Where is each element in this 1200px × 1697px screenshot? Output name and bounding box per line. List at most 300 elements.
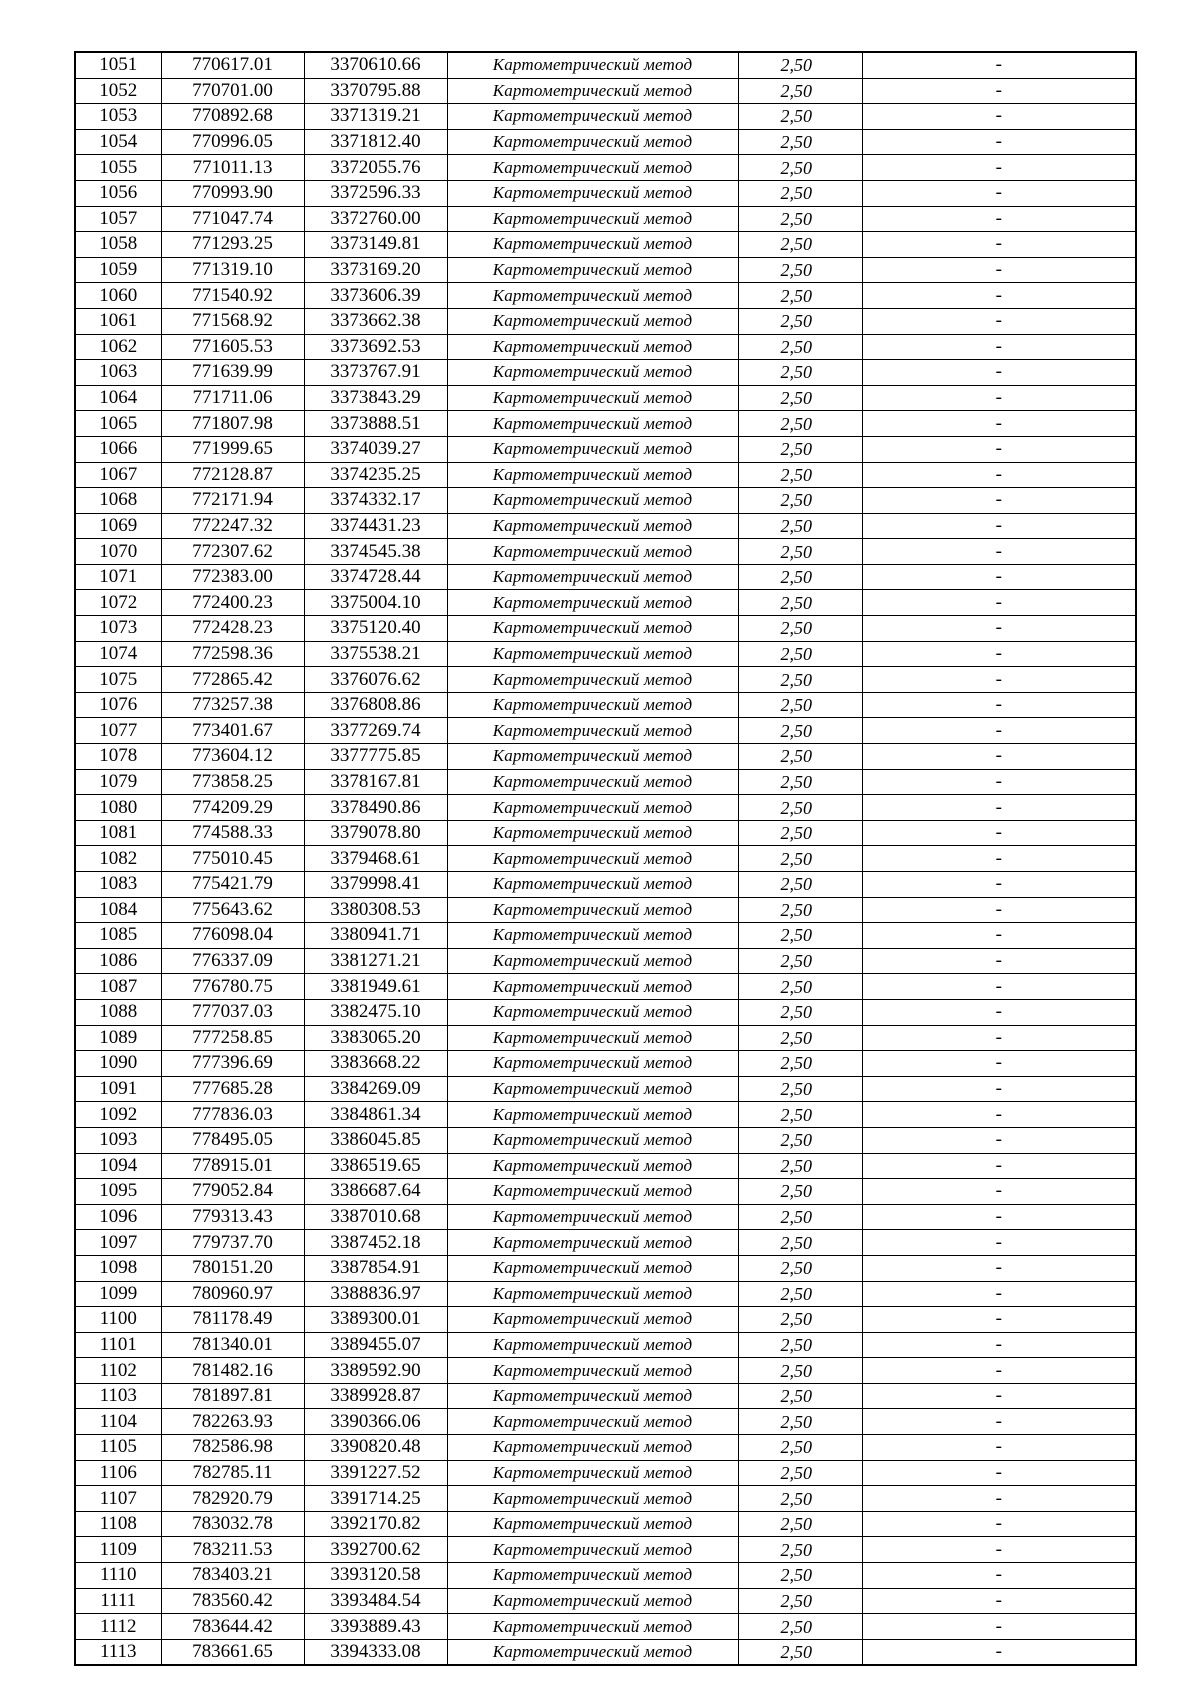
error-cell: 2,50 <box>738 1179 862 1205</box>
x-coordinate-cell: 778495.05 <box>161 1127 304 1153</box>
x-coordinate-cell: 770617.01 <box>161 52 304 78</box>
y-coordinate-cell: 3373149.81 <box>304 232 447 258</box>
point-number-cell: 1104 <box>75 1409 161 1435</box>
x-coordinate-cell: 774209.29 <box>161 795 304 821</box>
description-cell: - <box>862 846 1136 872</box>
description-cell: - <box>862 78 1136 104</box>
y-coordinate-cell: 3384861.34 <box>304 1102 447 1128</box>
x-coordinate-cell: 772171.94 <box>161 488 304 514</box>
table-row <box>75 462 1136 488</box>
point-number-cell: 1079 <box>75 769 161 795</box>
table-row <box>75 769 1136 795</box>
table-row <box>75 1255 1136 1281</box>
y-coordinate-cell: 3378490.86 <box>304 795 447 821</box>
point-number-cell: 1051 <box>75 52 161 78</box>
y-coordinate-cell: 3372760.00 <box>304 206 447 232</box>
x-coordinate-cell: 773401.67 <box>161 718 304 744</box>
x-coordinate-cell: 772428.23 <box>161 616 304 642</box>
x-coordinate-cell: 781897.81 <box>161 1383 304 1409</box>
error-cell: 2,50 <box>738 948 862 974</box>
table-row <box>75 846 1136 872</box>
method-cell: Картометрический метод <box>447 1537 738 1563</box>
y-coordinate-cell: 3376076.62 <box>304 667 447 693</box>
y-coordinate-cell: 3374431.23 <box>304 513 447 539</box>
point-number-cell: 1084 <box>75 897 161 923</box>
description-cell: - <box>862 616 1136 642</box>
error-cell: 2,50 <box>738 692 862 718</box>
description-cell: - <box>862 1332 1136 1358</box>
description-cell: - <box>862 411 1136 437</box>
description-cell: - <box>862 1563 1136 1589</box>
table-row <box>75 872 1136 898</box>
error-cell: 2,50 <box>738 1511 862 1537</box>
method-cell: Картометрический метод <box>447 52 738 78</box>
method-cell: Картометрический метод <box>447 1307 738 1333</box>
x-coordinate-cell: 775643.62 <box>161 897 304 923</box>
y-coordinate-cell: 3394333.08 <box>304 1639 447 1665</box>
description-cell: - <box>862 180 1136 206</box>
x-coordinate-cell: 771711.06 <box>161 385 304 411</box>
y-coordinate-cell: 3383065.20 <box>304 1025 447 1051</box>
point-number-cell: 1090 <box>75 1051 161 1077</box>
method-cell: Картометрический метод <box>447 1332 738 1358</box>
description-cell: - <box>862 155 1136 181</box>
method-cell: Картометрический метод <box>447 1486 738 1512</box>
error-cell: 2,50 <box>738 1409 862 1435</box>
description-cell: - <box>862 1281 1136 1307</box>
table-row <box>75 820 1136 846</box>
point-number-cell: 1065 <box>75 411 161 437</box>
description-cell: - <box>862 718 1136 744</box>
point-number-cell: 1083 <box>75 872 161 898</box>
table-row <box>75 513 1136 539</box>
description-cell: - <box>862 667 1136 693</box>
x-coordinate-cell: 771540.92 <box>161 283 304 309</box>
point-number-cell: 1100 <box>75 1307 161 1333</box>
error-cell: 2,50 <box>738 436 862 462</box>
point-number-cell: 1108 <box>75 1511 161 1537</box>
x-coordinate-cell: 781340.01 <box>161 1332 304 1358</box>
method-cell: Картометрический метод <box>447 1076 738 1102</box>
error-cell: 2,50 <box>738 1460 862 1486</box>
method-cell: Картометрический метод <box>447 462 738 488</box>
y-coordinate-cell: 3380941.71 <box>304 923 447 949</box>
point-number-cell: 1066 <box>75 436 161 462</box>
point-number-cell: 1097 <box>75 1230 161 1256</box>
x-coordinate-cell: 781482.16 <box>161 1358 304 1384</box>
y-coordinate-cell: 3374039.27 <box>304 436 447 462</box>
point-number-cell: 1105 <box>75 1435 161 1461</box>
method-cell: Картометрический метод <box>447 1358 738 1384</box>
method-cell: Картометрический метод <box>447 1639 738 1665</box>
method-cell: Картометрический метод <box>447 1230 738 1256</box>
error-cell: 2,50 <box>738 1563 862 1589</box>
error-cell: 2,50 <box>738 1486 862 1512</box>
description-cell: - <box>862 1127 1136 1153</box>
point-number-cell: 1058 <box>75 232 161 258</box>
error-cell: 2,50 <box>738 897 862 923</box>
method-cell: Картометрический метод <box>447 1153 738 1179</box>
y-coordinate-cell: 3373662.38 <box>304 308 447 334</box>
description-cell: - <box>862 462 1136 488</box>
point-number-cell: 1069 <box>75 513 161 539</box>
method-cell: Картометрический метод <box>447 1179 738 1205</box>
x-coordinate-cell: 783211.53 <box>161 1537 304 1563</box>
point-number-cell: 1054 <box>75 129 161 155</box>
table-row <box>75 1486 1136 1512</box>
method-cell: Картометрический метод <box>447 155 738 181</box>
method-cell: Картометрический метод <box>447 1051 738 1077</box>
method-cell: Картометрический метод <box>447 564 738 590</box>
x-coordinate-cell: 779737.70 <box>161 1230 304 1256</box>
description-cell: - <box>862 513 1136 539</box>
table-row <box>75 718 1136 744</box>
x-coordinate-cell: 771319.10 <box>161 257 304 283</box>
method-cell: Картометрический метод <box>447 1383 738 1409</box>
table-row <box>75 948 1136 974</box>
x-coordinate-cell: 777685.28 <box>161 1076 304 1102</box>
x-coordinate-cell: 772383.00 <box>161 564 304 590</box>
y-coordinate-cell: 3374235.25 <box>304 462 447 488</box>
y-coordinate-cell: 3391714.25 <box>304 1486 447 1512</box>
method-cell: Картометрический метод <box>447 1281 738 1307</box>
point-number-cell: 1112 <box>75 1614 161 1640</box>
point-number-cell: 1091 <box>75 1076 161 1102</box>
method-cell: Картометрический метод <box>447 923 738 949</box>
y-coordinate-cell: 3373169.20 <box>304 257 447 283</box>
y-coordinate-cell: 3387854.91 <box>304 1255 447 1281</box>
method-cell: Картометрический метод <box>447 334 738 360</box>
y-coordinate-cell: 3381271.21 <box>304 948 447 974</box>
table-row <box>75 1076 1136 1102</box>
point-number-cell: 1098 <box>75 1255 161 1281</box>
description-cell: - <box>862 897 1136 923</box>
y-coordinate-cell: 3371319.21 <box>304 104 447 130</box>
y-coordinate-cell: 3381949.61 <box>304 974 447 1000</box>
y-coordinate-cell: 3377269.74 <box>304 718 447 744</box>
description-cell: - <box>862 948 1136 974</box>
y-coordinate-cell: 3392700.62 <box>304 1537 447 1563</box>
error-cell: 2,50 <box>738 795 862 821</box>
x-coordinate-cell: 773858.25 <box>161 769 304 795</box>
method-cell: Картометрический метод <box>447 1409 738 1435</box>
table-row <box>75 692 1136 718</box>
point-number-cell: 1068 <box>75 488 161 514</box>
description-cell: - <box>862 769 1136 795</box>
method-cell: Картометрический метод <box>447 1204 738 1230</box>
error-cell: 2,50 <box>738 1435 862 1461</box>
method-cell: Картометрический метод <box>447 1460 738 1486</box>
x-coordinate-cell: 779313.43 <box>161 1204 304 1230</box>
point-number-cell: 1072 <box>75 590 161 616</box>
error-cell: 2,50 <box>738 1076 862 1102</box>
point-number-cell: 1103 <box>75 1383 161 1409</box>
error-cell: 2,50 <box>738 1614 862 1640</box>
x-coordinate-cell: 772247.32 <box>161 513 304 539</box>
error-cell: 2,50 <box>738 820 862 846</box>
point-number-cell: 1071 <box>75 564 161 590</box>
y-coordinate-cell: 3387452.18 <box>304 1230 447 1256</box>
x-coordinate-cell: 776337.09 <box>161 948 304 974</box>
method-cell: Картометрический метод <box>447 692 738 718</box>
table-row <box>75 1153 1136 1179</box>
point-number-cell: 1101 <box>75 1332 161 1358</box>
method-cell: Картометрический метод <box>447 180 738 206</box>
error-cell: 2,50 <box>738 1588 862 1614</box>
x-coordinate-cell: 771639.99 <box>161 360 304 386</box>
x-coordinate-cell: 773257.38 <box>161 692 304 718</box>
error-cell: 2,50 <box>738 78 862 104</box>
error-cell: 2,50 <box>738 308 862 334</box>
description-cell: - <box>862 1537 1136 1563</box>
error-cell: 2,50 <box>738 129 862 155</box>
method-cell: Картометрический метод <box>447 718 738 744</box>
y-coordinate-cell: 3377775.85 <box>304 744 447 770</box>
method-cell: Картометрический метод <box>447 513 738 539</box>
y-coordinate-cell: 3383668.22 <box>304 1051 447 1077</box>
table-row <box>75 1204 1136 1230</box>
method-cell: Картометрический метод <box>447 795 738 821</box>
error-cell: 2,50 <box>738 923 862 949</box>
x-coordinate-cell: 772598.36 <box>161 641 304 667</box>
description-cell: - <box>862 1255 1136 1281</box>
point-number-cell: 1074 <box>75 641 161 667</box>
x-coordinate-cell: 777836.03 <box>161 1102 304 1128</box>
point-number-cell: 1075 <box>75 667 161 693</box>
x-coordinate-cell: 771605.53 <box>161 334 304 360</box>
method-cell: Картометрический метод <box>447 129 738 155</box>
table-row <box>75 1435 1136 1461</box>
point-number-cell: 1062 <box>75 334 161 360</box>
table-row <box>75 641 1136 667</box>
method-cell: Картометрический метод <box>447 1127 738 1153</box>
x-coordinate-cell: 779052.84 <box>161 1179 304 1205</box>
x-coordinate-cell: 783560.42 <box>161 1588 304 1614</box>
x-coordinate-cell: 770996.05 <box>161 129 304 155</box>
table-row <box>75 411 1136 437</box>
x-coordinate-cell: 770892.68 <box>161 104 304 130</box>
error-cell: 2,50 <box>738 1383 862 1409</box>
error-cell: 2,50 <box>738 1153 862 1179</box>
y-coordinate-cell: 3386687.64 <box>304 1179 447 1205</box>
y-coordinate-cell: 3389455.07 <box>304 1332 447 1358</box>
point-number-cell: 1067 <box>75 462 161 488</box>
method-cell: Картометрический метод <box>447 999 738 1025</box>
table-row <box>75 206 1136 232</box>
y-coordinate-cell: 3375120.40 <box>304 616 447 642</box>
table-row <box>75 1051 1136 1077</box>
x-coordinate-cell: 771568.92 <box>161 308 304 334</box>
table-row <box>75 923 1136 949</box>
x-coordinate-cell: 771047.74 <box>161 206 304 232</box>
method-cell: Картометрический метод <box>447 1255 738 1281</box>
y-coordinate-cell: 3384269.09 <box>304 1076 447 1102</box>
point-number-cell: 1082 <box>75 846 161 872</box>
description-cell: - <box>862 283 1136 309</box>
y-coordinate-cell: 3382475.10 <box>304 999 447 1025</box>
description-cell: - <box>862 308 1136 334</box>
point-number-cell: 1102 <box>75 1358 161 1384</box>
y-coordinate-cell: 3389592.90 <box>304 1358 447 1384</box>
error-cell: 2,50 <box>738 104 862 130</box>
table-row <box>75 564 1136 590</box>
point-number-cell: 1077 <box>75 718 161 744</box>
point-number-cell: 1052 <box>75 78 161 104</box>
y-coordinate-cell: 3379998.41 <box>304 872 447 898</box>
error-cell: 2,50 <box>738 1127 862 1153</box>
description-cell: - <box>862 206 1136 232</box>
x-coordinate-cell: 783403.21 <box>161 1563 304 1589</box>
x-coordinate-cell: 780960.97 <box>161 1281 304 1307</box>
method-cell: Картометрический метод <box>447 1614 738 1640</box>
y-coordinate-cell: 3389300.01 <box>304 1307 447 1333</box>
point-number-cell: 1088 <box>75 999 161 1025</box>
x-coordinate-cell: 770701.00 <box>161 78 304 104</box>
y-coordinate-cell: 3393484.54 <box>304 1588 447 1614</box>
x-coordinate-cell: 772128.87 <box>161 462 304 488</box>
x-coordinate-cell: 772865.42 <box>161 667 304 693</box>
point-number-cell: 1089 <box>75 1025 161 1051</box>
x-coordinate-cell: 780151.20 <box>161 1255 304 1281</box>
description-cell: - <box>862 999 1136 1025</box>
table-row <box>75 257 1136 283</box>
description-cell: - <box>862 1307 1136 1333</box>
method-cell: Картометрический метод <box>447 1588 738 1614</box>
x-coordinate-cell: 782785.11 <box>161 1460 304 1486</box>
method-cell: Картометрический метод <box>447 974 738 1000</box>
point-number-cell: 1106 <box>75 1460 161 1486</box>
method-cell: Картометрический метод <box>447 411 738 437</box>
y-coordinate-cell: 3389928.87 <box>304 1383 447 1409</box>
y-coordinate-cell: 3375538.21 <box>304 641 447 667</box>
description-cell: - <box>862 1511 1136 1537</box>
x-coordinate-cell: 776098.04 <box>161 923 304 949</box>
description-cell: - <box>862 1179 1136 1205</box>
method-cell: Картометрический метод <box>447 308 738 334</box>
point-number-cell: 1107 <box>75 1486 161 1512</box>
table-row <box>75 1127 1136 1153</box>
error-cell: 2,50 <box>738 1051 862 1077</box>
description-cell: - <box>862 1025 1136 1051</box>
error-cell: 2,50 <box>738 1537 862 1563</box>
x-coordinate-cell: 778915.01 <box>161 1153 304 1179</box>
point-number-cell: 1113 <box>75 1639 161 1665</box>
x-coordinate-cell: 773604.12 <box>161 744 304 770</box>
y-coordinate-cell: 3374545.38 <box>304 539 447 565</box>
x-coordinate-cell: 772307.62 <box>161 539 304 565</box>
table-row <box>75 1563 1136 1589</box>
description-cell: - <box>862 692 1136 718</box>
table-row <box>75 1281 1136 1307</box>
table-row <box>75 1409 1136 1435</box>
error-cell: 2,50 <box>738 1358 862 1384</box>
description-cell: - <box>862 1051 1136 1077</box>
y-coordinate-cell: 3387010.68 <box>304 1204 447 1230</box>
error-cell: 2,50 <box>738 999 862 1025</box>
y-coordinate-cell: 3370795.88 <box>304 78 447 104</box>
x-coordinate-cell: 776780.75 <box>161 974 304 1000</box>
error-cell: 2,50 <box>738 641 862 667</box>
table-row <box>75 999 1136 1025</box>
error-cell: 2,50 <box>738 360 862 386</box>
point-number-cell: 1092 <box>75 1102 161 1128</box>
table-row <box>75 360 1136 386</box>
y-coordinate-cell: 3372055.76 <box>304 155 447 181</box>
description-cell: - <box>862 641 1136 667</box>
description-cell: - <box>862 1435 1136 1461</box>
point-number-cell: 1060 <box>75 283 161 309</box>
error-cell: 2,50 <box>738 564 862 590</box>
error-cell: 2,50 <box>738 1307 862 1333</box>
y-coordinate-cell: 3376808.86 <box>304 692 447 718</box>
point-number-cell: 1086 <box>75 948 161 974</box>
error-cell: 2,50 <box>738 513 862 539</box>
method-cell: Картометрический метод <box>447 872 738 898</box>
description-cell: - <box>862 872 1136 898</box>
table-row <box>75 308 1136 334</box>
method-cell: Картометрический метод <box>447 769 738 795</box>
y-coordinate-cell: 3374728.44 <box>304 564 447 590</box>
error-cell: 2,50 <box>738 846 862 872</box>
y-coordinate-cell: 3386045.85 <box>304 1127 447 1153</box>
description-cell: - <box>862 744 1136 770</box>
error-cell: 2,50 <box>738 1204 862 1230</box>
point-number-cell: 1087 <box>75 974 161 1000</box>
y-coordinate-cell: 3386519.65 <box>304 1153 447 1179</box>
description-cell: - <box>862 1409 1136 1435</box>
description-cell: - <box>862 1230 1136 1256</box>
description-cell: - <box>862 385 1136 411</box>
table-row <box>75 104 1136 130</box>
error-cell: 2,50 <box>738 334 862 360</box>
error-cell: 2,50 <box>738 974 862 1000</box>
method-cell: Картометрический метод <box>447 78 738 104</box>
description-cell: - <box>862 1639 1136 1665</box>
point-number-cell: 1099 <box>75 1281 161 1307</box>
error-cell: 2,50 <box>738 462 862 488</box>
point-number-cell: 1053 <box>75 104 161 130</box>
description-cell: - <box>862 1076 1136 1102</box>
point-number-cell: 1111 <box>75 1588 161 1614</box>
error-cell: 2,50 <box>738 180 862 206</box>
table-row <box>75 385 1136 411</box>
y-coordinate-cell: 3392170.82 <box>304 1511 447 1537</box>
table-row <box>75 78 1136 104</box>
x-coordinate-cell: 777396.69 <box>161 1051 304 1077</box>
x-coordinate-cell: 771293.25 <box>161 232 304 258</box>
y-coordinate-cell: 3370610.66 <box>304 52 447 78</box>
table-row <box>75 488 1136 514</box>
table-row <box>75 180 1136 206</box>
x-coordinate-cell: 777037.03 <box>161 999 304 1025</box>
error-cell: 2,50 <box>738 539 862 565</box>
method-cell: Картометрический метод <box>447 1435 738 1461</box>
description-cell: - <box>862 52 1136 78</box>
error-cell: 2,50 <box>738 206 862 232</box>
x-coordinate-cell: 771999.65 <box>161 436 304 462</box>
method-cell: Картометрический метод <box>447 897 738 923</box>
error-cell: 2,50 <box>738 385 862 411</box>
table-row <box>75 795 1136 821</box>
point-number-cell: 1070 <box>75 539 161 565</box>
table-row <box>75 897 1136 923</box>
x-coordinate-cell: 772400.23 <box>161 590 304 616</box>
method-cell: Картометрический метод <box>447 385 738 411</box>
method-cell: Картометрический метод <box>447 1511 738 1537</box>
x-coordinate-cell: 775421.79 <box>161 872 304 898</box>
x-coordinate-cell: 782263.93 <box>161 1409 304 1435</box>
method-cell: Картометрический метод <box>447 1563 738 1589</box>
